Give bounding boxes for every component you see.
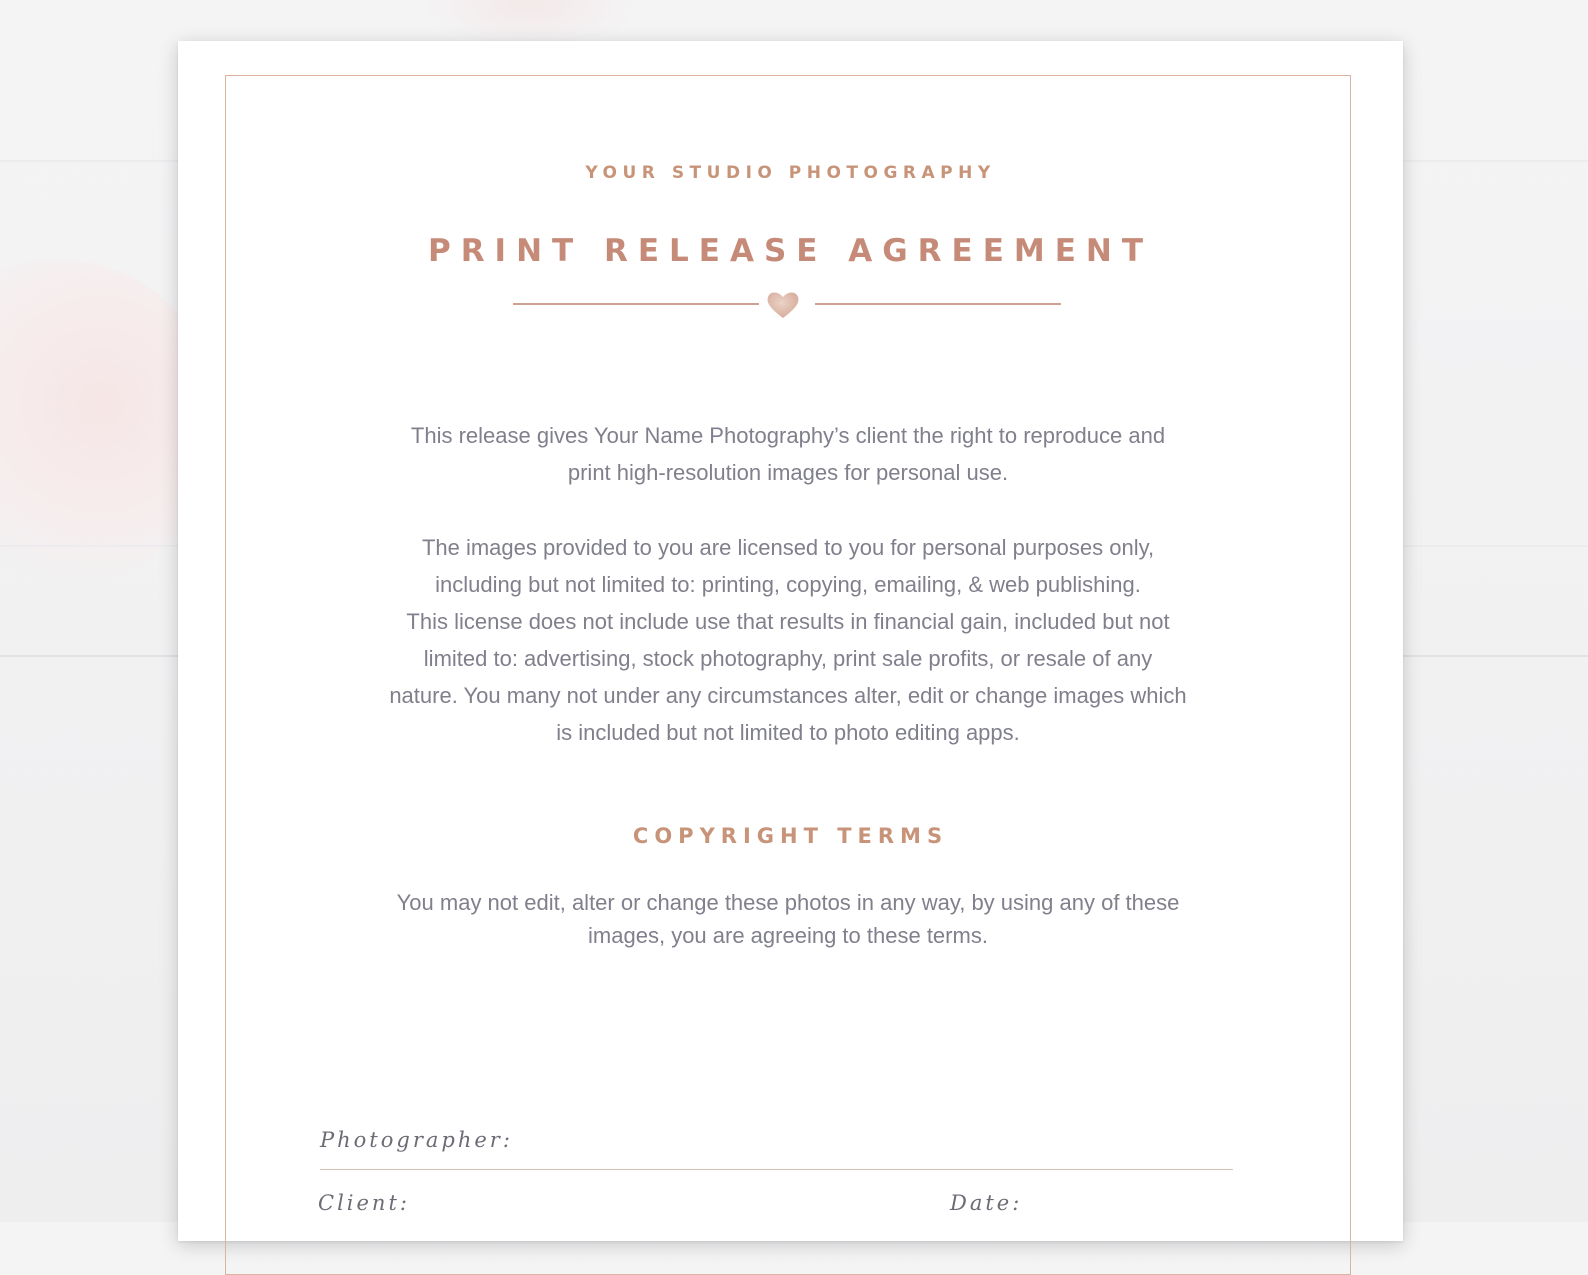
text-line: The images provided to you are licensed to you for personal purposes only, (421, 535, 1155, 560)
photographer-label: Photographer: (320, 1128, 513, 1152)
copyright-heading: COPYRIGHT TERMS (632, 824, 949, 848)
divider-line-left (513, 303, 759, 305)
client-label: Client: (318, 1191, 410, 1215)
text-line: images, you are agreeing to these terms. (588, 923, 988, 948)
studio-name: YOUR STUDIO PHOTOGRAPHY (585, 163, 996, 183)
text-line: nature. You many not under any circumstances alter, edit or change images which (389, 683, 1187, 708)
photographer-signature-line[interactable] (320, 1169, 1233, 1170)
copyright-paragraph (358, 886, 1218, 952)
intro-paragraph (358, 417, 1218, 491)
text-line: including but not limited to: printing, copying, emailing, & web publishing. (435, 572, 1141, 597)
document-title: PRINT RELEASE AGREEMENT (427, 233, 1154, 269)
license-paragraph (358, 529, 1218, 751)
text-line: print high-resolution images for personal use. (567, 460, 1009, 485)
text-line: This license does not include use that results in financial gain, included but not (406, 609, 1170, 634)
title-divider (178, 289, 1403, 319)
divider-line-right (815, 303, 1061, 305)
text-line: limited to: advertising, stock photography, print sale profits, or resale of any (423, 646, 1153, 671)
date-label: Date: (950, 1191, 1023, 1215)
text-line: This release gives Your Name Photography’s client the right to reproduce and (410, 423, 1166, 448)
document-page (178, 41, 1403, 1241)
heart-icon (765, 290, 801, 320)
text-line: is included but not limited to photo editing apps. (556, 720, 1020, 745)
text-line: You may not edit, alter or change these photos in any way, by using any of these (396, 890, 1180, 915)
